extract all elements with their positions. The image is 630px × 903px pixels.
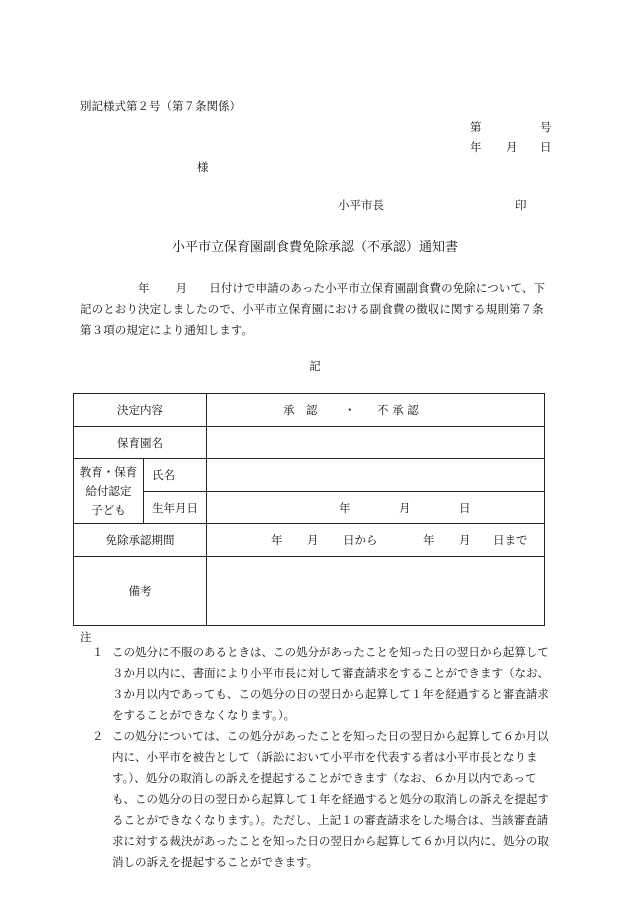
name-label: 氏名 — [144, 459, 207, 492]
birth-year: 年 — [339, 500, 351, 515]
child-label-line: 給付認定 — [85, 483, 132, 498]
list-item — [80, 642, 550, 726]
issue-day: 日 — [540, 140, 552, 154]
list-item — [80, 726, 550, 873]
table-row — [74, 459, 545, 492]
period-value — [207, 524, 545, 557]
ki-mark: 記 — [309, 359, 321, 373]
nursery-value — [207, 427, 545, 459]
issuer-name: 小平市長 — [338, 198, 384, 212]
table-row — [74, 427, 545, 459]
from-day: 日から — [343, 533, 378, 547]
approve-option: 承 認 — [283, 403, 318, 417]
number-suffix: 号 — [540, 120, 552, 134]
child-label-line: 子ども — [91, 502, 126, 517]
table-row — [74, 557, 545, 626]
from-month: 月 — [307, 533, 319, 547]
birth-label: 生年月日 — [144, 492, 207, 524]
child-label-line: 教育・保育 — [79, 464, 138, 479]
birth-month: 月 — [399, 500, 411, 515]
name-value — [207, 459, 545, 492]
issue-month: 月 — [506, 140, 518, 154]
to-year: 年 — [423, 533, 435, 547]
note-number: ２ — [92, 729, 104, 743]
table-row — [74, 524, 545, 557]
document-title: 小平市立保育園副食費免除承認（不承認）通知書 — [171, 240, 458, 255]
disapprove-option: 不 承 認 — [377, 403, 419, 417]
notes-list — [80, 642, 550, 873]
form-number: 別記様式第２号（第７条関係） — [80, 99, 241, 113]
table-row — [74, 492, 545, 524]
to-day: 日まで — [493, 533, 528, 547]
birth-day: 日 — [459, 500, 471, 515]
option-separator: ・ — [344, 403, 356, 417]
issue-year: 年 — [470, 140, 482, 154]
birth-value — [207, 492, 545, 524]
decision-label: 決定内容 — [74, 394, 207, 427]
seal-mark: 印 — [515, 198, 527, 212]
body-paragraph — [80, 278, 550, 341]
child-label — [74, 459, 144, 524]
decision-value — [207, 394, 545, 427]
note-text: この処分に不服のあるときは、この処分があったことを知った日の翌日から起算して３か月以内に、書面により小平市長に対して審査請求をすることができます（なお、３か月以内であっても、この処分の日の翌日から起算して１年を経過すると審査請求をすることができなくなります。）。 — [112, 645, 549, 722]
body-month: 月 — [175, 281, 188, 295]
remarks-value — [207, 557, 545, 626]
table-row — [74, 394, 545, 427]
body-year: 年 — [138, 281, 150, 295]
body-text: 日付けで申請のあった小平市立保育園副食費の免除について、下記のとおり決定しましたので、小平市立保育園における副食費の徴収に関する規則第７条第３項の規定により通知します。 — [80, 281, 546, 337]
period-label: 免除承認期間 — [74, 524, 207, 557]
nursery-label: 保育園名 — [74, 427, 207, 459]
note-text: この処分については、この処分があったことを知った日の翌日から起算して６か月以内に、小平市を被告として（訴訟において小平市を代表する者は小平市長となります。）、処分の取消しの訴えを提起することができます（なお、６か月以内であっても、この処分の日の翌日から起算して１年を経過すると処分の取消しの訴えを提起することができなくなります。）。ただし、上記１の審査請求をした場合は、当該審査請求に対する裁決があったことを知った日の翌日から起算して６か月以内に、処分の取消しの訴えを提起することができます。 — [112, 729, 549, 869]
note-number: １ — [92, 645, 104, 659]
number-prefix: 第 — [470, 120, 482, 134]
to-month: 月 — [459, 533, 471, 547]
remarks-label: 備考 — [74, 557, 207, 626]
from-year: 年 — [271, 533, 283, 547]
recipient-suffix: 様 — [197, 160, 209, 174]
decision-table — [73, 393, 545, 626]
notes-heading: 注 — [80, 630, 92, 644]
